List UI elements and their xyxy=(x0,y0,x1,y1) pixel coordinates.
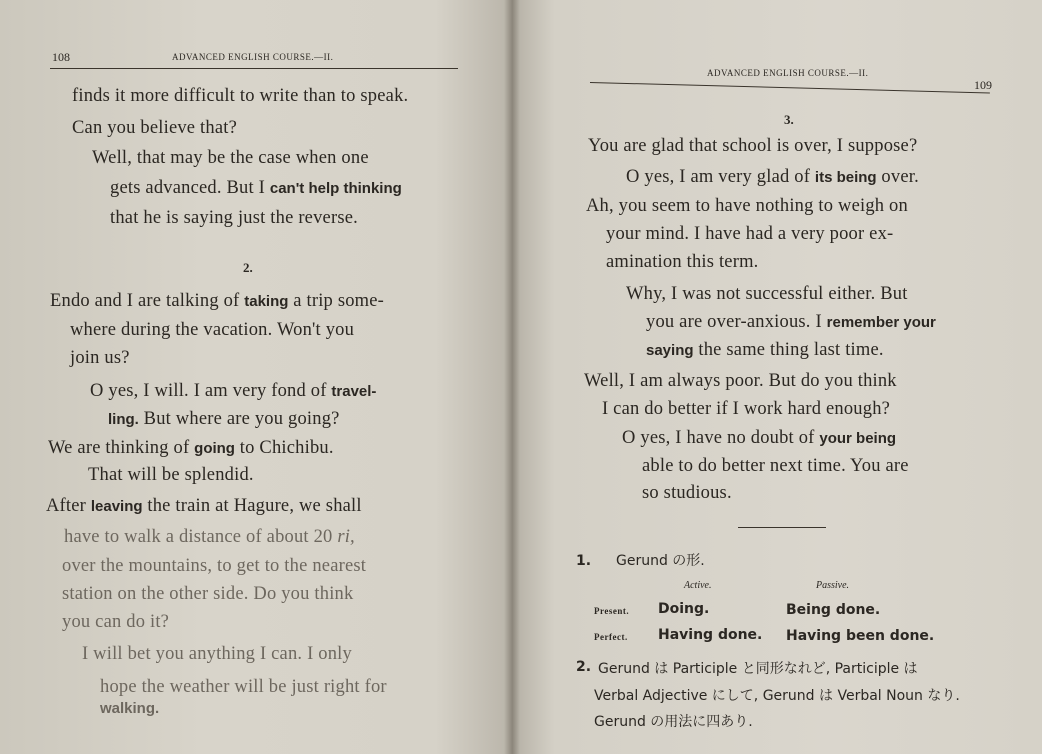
text-line: We are thinking of going to Chichibu. xyxy=(48,438,334,458)
grammar-item-number: 2. xyxy=(576,659,592,675)
text-line: I can do better if I work hard enough? xyxy=(602,399,891,419)
text-line: You are glad that school is over, I suppose? xyxy=(588,136,918,156)
section-divider xyxy=(738,527,826,528)
row-label-perfect: Perfect. xyxy=(594,632,628,642)
text-line: Well, that may be the case when one xyxy=(92,148,369,168)
text-line: so studious. xyxy=(642,483,732,503)
text-line: Can you believe that? xyxy=(72,118,237,138)
text-line: walking. xyxy=(100,700,160,717)
text-line: O yes, I will. I am very fond of travel- xyxy=(90,381,377,401)
text-line: where during the vacation. Won't you xyxy=(70,320,355,340)
text-line: ling. But where are you going? xyxy=(108,409,340,429)
perfect-passive: Having been done. xyxy=(786,628,935,644)
text-line: After leaving the train at Hagure, we shall xyxy=(46,496,362,516)
running-header-left: ADVANCED ENGLISH COURSE.—II. xyxy=(172,52,334,62)
text-line: I will bet you anything I can. I only xyxy=(82,644,352,664)
left-page xyxy=(0,0,512,754)
text-line: O yes, I have no doubt of your being xyxy=(622,428,897,448)
text-line: over the mountains, to get to the nearest xyxy=(62,556,367,576)
present-passive: Being done. xyxy=(786,602,881,618)
text-line: Why, I was not successful either. But xyxy=(626,284,908,304)
text-line: Ah, you seem to have nothing to weigh on xyxy=(586,196,908,216)
grammar-text-line: Gerund の用法に四あり. xyxy=(594,714,753,730)
text-line: station on the other side. Do you think xyxy=(62,584,354,604)
section-number: 3. xyxy=(784,112,794,127)
text-line: your mind. I have had a very poor ex- xyxy=(606,224,894,244)
grammar-text-line: Gerund は Participle と同形なれど, Participle は xyxy=(598,661,918,677)
column-header-passive: Passive. xyxy=(816,580,850,591)
perfect-active: Having done. xyxy=(658,627,763,643)
text-line: hope the weather will be just right for xyxy=(100,677,387,697)
text-line: Endo and I are talking of taking a trip some- xyxy=(50,291,385,311)
column-header-active: Active. xyxy=(684,580,712,591)
present-active: Doing. xyxy=(658,601,710,617)
text-line: that he is saying just the reverse. xyxy=(110,208,358,228)
text-line: you are over-anxious. I remember your xyxy=(646,312,936,332)
grammar-item-title: Gerund の形. xyxy=(616,553,705,569)
header-rule-right xyxy=(590,82,990,93)
text-line: That will be splendid. xyxy=(88,465,254,485)
row-label-present: Present. xyxy=(594,606,630,616)
page-number-right: 109 xyxy=(974,78,992,92)
text-line: able to do better next time. You are xyxy=(642,456,909,476)
grammar-item-number: 1. xyxy=(576,553,592,569)
grammar-text-line: Verbal Adjective にして, Gerund は Verbal Noun なり. xyxy=(594,688,960,704)
text-line: join us? xyxy=(70,348,130,368)
text-line: gets advanced. But I can't help thinking xyxy=(110,178,402,198)
text-line: amination this term. xyxy=(606,252,759,272)
right-page xyxy=(512,0,1042,754)
text-line: finds it more difficult to write than to speak. xyxy=(72,86,409,106)
section-number: 2. xyxy=(243,260,253,275)
running-header-right: ADVANCED ENGLISH COURSE.—II. xyxy=(707,68,869,78)
text-line: you can do it? xyxy=(62,612,170,632)
text-line: Well, I am always poor. But do you think xyxy=(584,371,897,391)
text-line: saying the same thing last time. xyxy=(646,340,884,360)
page-number-left: 108 xyxy=(52,50,70,64)
book-gutter xyxy=(504,0,520,754)
header-rule-left xyxy=(50,68,458,69)
text-line: O yes, I am very glad of its being over. xyxy=(626,167,919,187)
text-line: have to walk a distance of about 20 ri, xyxy=(64,527,355,547)
